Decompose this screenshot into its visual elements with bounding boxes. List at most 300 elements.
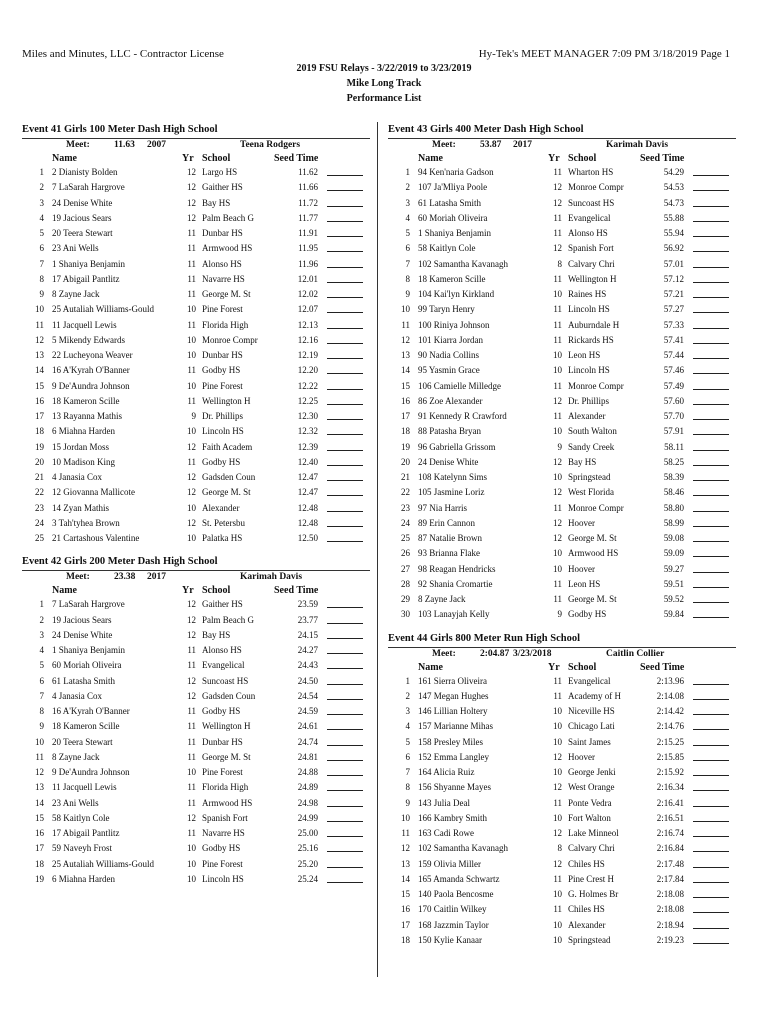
seed-time: 24.43 <box>297 660 318 671</box>
athlete-name: 102 Samantha Kavanagh <box>418 843 508 854</box>
seed-time: 57.41 <box>663 334 684 345</box>
athlete-name: 105 Jasmine Loriz <box>418 487 485 498</box>
result-blank-line <box>327 841 363 852</box>
seed-time: 58.39 <box>663 472 684 482</box>
place: 13 <box>35 350 44 360</box>
seed-time: 2:16.74 <box>656 828 684 838</box>
place: 4 <box>405 721 410 732</box>
school: Palm Beach G <box>202 614 254 625</box>
place: 28 <box>401 578 410 589</box>
result-blank-line <box>693 796 729 807</box>
school: Rickards HS <box>568 334 614 345</box>
table-row <box>22 750 370 765</box>
col-seed-header: Seed Time <box>274 153 319 164</box>
meet-time: 2:04.87 <box>480 648 510 659</box>
athlete-name: 20 Teera Stewart <box>52 736 113 747</box>
place: 12 <box>35 767 44 777</box>
col-school-header: School <box>568 153 597 164</box>
year: 10 <box>187 533 196 543</box>
athlete-name: 100 Riniya Johnson <box>418 319 490 330</box>
table-row <box>388 318 736 333</box>
col-seed-header: Seed Time <box>640 153 685 164</box>
place: 30 <box>401 609 410 620</box>
athlete-name: 87 Natalie Brown <box>418 533 482 543</box>
athlete-name: 163 Cadi Rowe <box>418 828 474 838</box>
athlete-name: 59 Naveyh Frost <box>52 843 112 854</box>
year: 11 <box>187 782 196 793</box>
table-row <box>388 546 736 561</box>
place: 7 <box>405 767 410 777</box>
table-row <box>22 501 370 516</box>
athlete-name: 24 Denise White <box>418 456 479 467</box>
place: 20 <box>401 456 410 467</box>
place: 6 <box>405 751 410 762</box>
school: Gaither HS <box>202 599 243 610</box>
table-row <box>388 607 736 622</box>
school: Wellington H <box>202 395 251 406</box>
school: Pine Forest <box>202 767 243 777</box>
athlete-name: 16 A'Kyrah O'Banner <box>52 706 130 716</box>
table-row <box>22 674 370 689</box>
athlete-name: 18 Kameron Scille <box>418 273 486 284</box>
year: 10 <box>553 812 562 823</box>
school: Evangelical <box>568 212 611 223</box>
athlete-name: 24 Denise White <box>52 197 113 208</box>
year: 9 <box>557 441 562 452</box>
result-blank-line <box>327 348 363 359</box>
athlete-name: 86 Zoe Alexander <box>418 395 483 406</box>
athlete-name: 92 Shania Cromartie <box>418 578 493 589</box>
seed-time: 12.20 <box>297 365 318 376</box>
year: 12 <box>553 395 562 406</box>
athlete-name: 17 Abigail Pantlitz <box>52 273 120 284</box>
school: George M. St <box>568 594 617 604</box>
result-blank-line <box>693 750 729 761</box>
table-row <box>388 719 736 734</box>
meet-holder: Karimah Davis <box>606 140 669 150</box>
column-header <box>388 152 736 165</box>
seed-time: 25.20 <box>297 858 318 869</box>
place: 8 <box>405 273 410 284</box>
year: 11 <box>187 751 196 762</box>
table-row <box>388 704 736 719</box>
school: Lincoln HS <box>568 365 610 376</box>
year: 12 <box>553 751 562 762</box>
table-row <box>22 643 370 658</box>
seed-time: 57.33 <box>663 319 684 330</box>
table-row <box>22 196 370 211</box>
result-blank-line <box>327 735 363 746</box>
meet-record <box>22 571 370 584</box>
athlete-name: 4 Janasia Cox <box>52 690 102 701</box>
school: Dunbar HS <box>202 350 243 360</box>
result-blank-line <box>327 658 363 669</box>
result-blank-line <box>327 485 363 496</box>
athlete-name: 98 Reagan Hendricks <box>418 563 496 574</box>
year: 12 <box>187 614 196 625</box>
table-row <box>388 409 736 424</box>
year: 10 <box>187 502 196 513</box>
year: 12 <box>553 517 562 528</box>
place: 12 <box>401 334 410 345</box>
year: 11 <box>553 319 562 330</box>
meet-label: Meet: <box>432 140 456 150</box>
year: 12 <box>553 533 562 543</box>
result-blank-line <box>693 918 729 929</box>
year: 11 <box>187 828 196 838</box>
venue-title: Mike Long Track <box>346 78 422 89</box>
year: 10 <box>187 858 196 869</box>
place: 12 <box>401 843 410 854</box>
school: Fort Walton <box>568 812 611 823</box>
table-row <box>388 302 736 317</box>
result-blank-line <box>327 363 363 374</box>
result-blank-line <box>327 196 363 207</box>
table-row <box>22 424 370 439</box>
header-right: Hy-Tek's MEET MANAGER 7:09 PM 3/18/2019 Page 1 <box>478 48 730 60</box>
seed-time: 24.89 <box>297 782 318 793</box>
result-blank-line <box>693 872 729 883</box>
seed-time: 2:16.84 <box>656 843 684 854</box>
result-blank-line <box>327 409 363 420</box>
year: 11 <box>553 273 562 284</box>
year: 11 <box>187 319 196 330</box>
table-row <box>22 241 370 256</box>
year: 11 <box>187 797 196 808</box>
school: Florida High <box>202 319 249 330</box>
table-row <box>22 348 370 363</box>
table-row <box>22 780 370 795</box>
year: 11 <box>553 904 562 915</box>
school: Alexander <box>202 502 240 513</box>
athlete-name: 17 Abigail Pantlitz <box>52 828 120 838</box>
place: 11 <box>35 319 44 330</box>
place: 4 <box>405 212 410 223</box>
place: 11 <box>401 828 410 838</box>
place: 17 <box>401 411 410 421</box>
meet-title: 2019 FSU Relays - 3/22/2019 to 3/23/2019 <box>296 63 472 74</box>
result-blank-line <box>693 735 729 746</box>
place: 12 <box>35 334 44 345</box>
place: 21 <box>35 472 44 482</box>
athlete-name: 25 Autaliah Williams-Gould <box>52 858 154 869</box>
meet-record <box>388 139 736 152</box>
athlete-name: 11 Jacquell Lewis <box>52 319 117 330</box>
result-blank-line <box>327 180 363 191</box>
athlete-name: 8 Zayne Jack <box>52 751 100 762</box>
seed-time: 12.48 <box>297 502 318 513</box>
col-name-header: Name <box>418 661 443 673</box>
place: 19 <box>35 441 44 452</box>
meet-year: 2017 <box>147 572 166 583</box>
school: Navarre HS <box>202 828 245 838</box>
place: 5 <box>405 228 410 238</box>
athlete-name: 7 LaSarah Hargrove <box>52 182 125 193</box>
table-row <box>388 241 736 256</box>
seed-time: 59.84 <box>663 609 684 620</box>
school: Florida High <box>202 782 249 793</box>
place: 1 <box>405 167 410 177</box>
seed-time: 12.07 <box>297 304 318 315</box>
result-blank-line <box>693 607 729 618</box>
athlete-name: 147 Megan Hughes <box>418 690 489 701</box>
seed-time: 12.50 <box>297 533 318 543</box>
result-blank-line <box>693 226 729 237</box>
school: Pine Crest H <box>568 873 614 884</box>
year: 11 <box>553 578 562 589</box>
header-left: Miles and Minutes, LLC - Contractor License <box>22 48 224 60</box>
result-blank-line <box>693 577 729 588</box>
year: 8 <box>557 258 562 269</box>
meet-label: Meet: <box>432 648 456 659</box>
table-row <box>388 470 736 485</box>
result-blank-line <box>327 613 363 624</box>
year: 11 <box>553 797 562 808</box>
athlete-name: 20 Teera Stewart <box>52 228 113 238</box>
place: 6 <box>39 243 44 254</box>
school: Spanish Fort <box>568 243 614 254</box>
school: George Jenki <box>568 767 616 777</box>
athlete-name: 96 Gabriella Grissom <box>418 441 496 452</box>
place: 22 <box>35 487 44 498</box>
school: St. Petersbu <box>202 517 246 528</box>
year: 9 <box>191 411 196 421</box>
result-blank-line <box>693 455 729 466</box>
place: 7 <box>39 690 44 701</box>
year: 9 <box>557 609 562 620</box>
result-blank-line <box>693 379 729 390</box>
athlete-name: 4 Janasia Cox <box>52 472 102 482</box>
year: 11 <box>553 304 562 315</box>
year: 10 <box>187 873 196 884</box>
athlete-name: 95 Yasmin Grace <box>418 365 480 376</box>
year: 10 <box>187 843 196 854</box>
year: 10 <box>553 426 562 437</box>
table-row <box>388 933 736 948</box>
place: 3 <box>405 706 410 716</box>
page-subtitle: Performance List <box>346 93 422 104</box>
table-row <box>388 455 736 470</box>
school: Sandy Creek <box>568 441 615 452</box>
year: 10 <box>187 334 196 345</box>
year: 12 <box>187 675 196 686</box>
athlete-name: 97 Nia Harris <box>418 502 467 513</box>
seed-time: 24.74 <box>297 736 318 747</box>
school: Alexander <box>568 411 606 421</box>
result-blank-line <box>693 272 729 283</box>
place: 3 <box>39 629 44 640</box>
place: 25 <box>401 533 410 543</box>
meet-label: Meet: <box>66 140 90 150</box>
year: 10 <box>553 934 562 945</box>
school: Pine Forest <box>202 304 243 315</box>
place: 13 <box>35 782 44 793</box>
athlete-name: 60 Moriah Oliveira <box>418 212 488 223</box>
place: 9 <box>39 721 44 732</box>
place: 1 <box>39 167 44 177</box>
seed-time: 2:19.23 <box>656 934 684 945</box>
athlete-name: 99 Taryn Henry <box>418 304 475 315</box>
table-row <box>388 394 736 409</box>
place: 11 <box>35 751 44 762</box>
school: Raines HS <box>568 289 607 299</box>
athlete-name: 7 LaSarah Hargrove <box>52 599 125 610</box>
school: Gadsden Coun <box>202 690 256 701</box>
seed-time: 58.25 <box>663 456 684 467</box>
table-row <box>388 780 736 795</box>
place: 6 <box>39 675 44 686</box>
school: Palm Beach G <box>202 212 254 223</box>
school: Gaither HS <box>202 182 243 193</box>
school: Wellington H <box>568 273 617 284</box>
result-blank-line <box>693 211 729 222</box>
year: 12 <box>187 441 196 452</box>
athlete-name: 94 Ken'naria Gadson <box>418 167 494 177</box>
result-blank-line <box>693 719 729 730</box>
year: 11 <box>553 411 562 421</box>
school: Alexander <box>568 919 606 930</box>
seed-time: 2:18.94 <box>656 919 684 930</box>
seed-time: 58.46 <box>663 487 684 498</box>
school: Calvary Chri <box>568 258 615 269</box>
year: 11 <box>187 289 196 299</box>
meet-label: Meet: <box>66 572 90 583</box>
athlete-name: 6 Miahna Harden <box>52 873 115 884</box>
athlete-name: 164 Alicia Ruiz <box>418 767 475 777</box>
place: 15 <box>35 380 44 391</box>
table-row <box>22 689 370 704</box>
year: 12 <box>553 243 562 254</box>
result-blank-line <box>327 424 363 435</box>
place: 18 <box>401 934 410 945</box>
athlete-name: 150 Kylie Kanaar <box>418 934 482 945</box>
place: 2 <box>405 690 410 701</box>
event-block <box>22 122 370 546</box>
year: 12 <box>553 456 562 467</box>
seed-time: 24.54 <box>297 690 318 701</box>
seed-time: 58.11 <box>664 441 684 452</box>
school: Suncoast HS <box>568 197 615 208</box>
year: 11 <box>187 706 196 716</box>
table-row <box>22 811 370 826</box>
school: Bay HS <box>202 197 231 208</box>
table-row <box>388 485 736 500</box>
table-row <box>22 409 370 424</box>
place: 14 <box>35 365 44 376</box>
year: 10 <box>553 365 562 376</box>
table-row <box>388 735 736 750</box>
athlete-name: 107 Ja'Mliya Poole <box>418 182 488 193</box>
athlete-name: 9 De'Aundra Johnson <box>52 767 130 777</box>
table-row <box>388 841 736 856</box>
result-blank-line <box>693 933 729 944</box>
table-row <box>22 857 370 872</box>
year: 10 <box>553 563 562 574</box>
athlete-name: 102 Samantha Kavanagh <box>418 258 508 269</box>
seed-time: 55.88 <box>663 212 684 223</box>
athlete-name: 11 Jacquell Lewis <box>52 782 117 793</box>
result-blank-line <box>327 811 363 822</box>
school: Monroe Compr <box>202 334 258 345</box>
seed-time: 2:16.51 <box>656 812 684 823</box>
seed-time: 2:15.25 <box>656 736 684 747</box>
school: Saint James <box>568 736 611 747</box>
athlete-name: 22 Lucheyona Weaver <box>52 350 133 360</box>
meet-year: 2017 <box>513 140 532 150</box>
table-row <box>22 165 370 180</box>
result-blank-line <box>693 780 729 791</box>
place: 17 <box>35 843 44 854</box>
place: 18 <box>35 426 44 437</box>
school: Hoover <box>568 563 595 574</box>
school: Pine Forest <box>202 858 243 869</box>
seed-time: 12.13 <box>297 319 318 330</box>
table-row <box>388 689 736 704</box>
result-blank-line <box>327 241 363 252</box>
seed-time: 12.19 <box>297 350 318 360</box>
year: 11 <box>553 228 562 238</box>
result-blank-line <box>693 440 729 451</box>
seed-time: 24.99 <box>297 812 318 823</box>
result-blank-line <box>693 287 729 298</box>
school: Evangelical <box>202 660 245 671</box>
col-name-header: Name <box>418 153 443 164</box>
seed-time: 12.16 <box>297 334 318 345</box>
year: 10 <box>553 472 562 482</box>
table-row <box>22 211 370 226</box>
event-title: Event 41 Girls 100 Meter Dash High School <box>22 124 218 135</box>
athlete-name: 157 Marianne Mihas <box>418 721 493 732</box>
seed-time: 24.15 <box>297 629 318 640</box>
school: George M. St <box>568 533 617 543</box>
place: 14 <box>401 873 410 884</box>
table-row <box>22 318 370 333</box>
athlete-name: 93 Brianna Flake <box>418 548 480 559</box>
year: 10 <box>187 426 196 437</box>
school: Academy of H <box>568 690 621 701</box>
seed-time: 2:16.34 <box>656 782 684 793</box>
meet-time: 23.38 <box>114 572 136 583</box>
event-title: Event 44 Girls 800 Meter Run High School <box>388 632 581 644</box>
school: West Orange <box>568 782 615 793</box>
result-blank-line <box>327 501 363 512</box>
athlete-name: 168 Jazzmin Taylor <box>418 919 489 930</box>
result-blank-line <box>327 857 363 868</box>
seed-time: 24.81 <box>297 751 318 762</box>
meet-record <box>388 648 736 661</box>
seed-time: 24.59 <box>297 706 318 716</box>
place: 21 <box>401 472 410 482</box>
year: 12 <box>187 167 196 177</box>
athlete-name: 1 Shaniya Benjamin <box>418 228 491 238</box>
seed-time: 2:14.08 <box>656 690 684 701</box>
table-row <box>22 287 370 302</box>
year: 12 <box>553 858 562 869</box>
result-blank-line <box>327 394 363 405</box>
year: 11 <box>187 273 196 284</box>
place: 17 <box>35 411 44 421</box>
left-column <box>22 122 370 887</box>
school: Leon HS <box>568 578 601 589</box>
seed-time: 54.73 <box>663 197 684 208</box>
table-row <box>388 379 736 394</box>
table-row <box>388 750 736 765</box>
athlete-name: 143 Julia Deal <box>418 797 470 808</box>
year: 11 <box>187 243 196 254</box>
seed-time: 2:18.08 <box>656 889 684 899</box>
place: 7 <box>39 258 44 269</box>
seed-time: 55.94 <box>663 228 684 238</box>
